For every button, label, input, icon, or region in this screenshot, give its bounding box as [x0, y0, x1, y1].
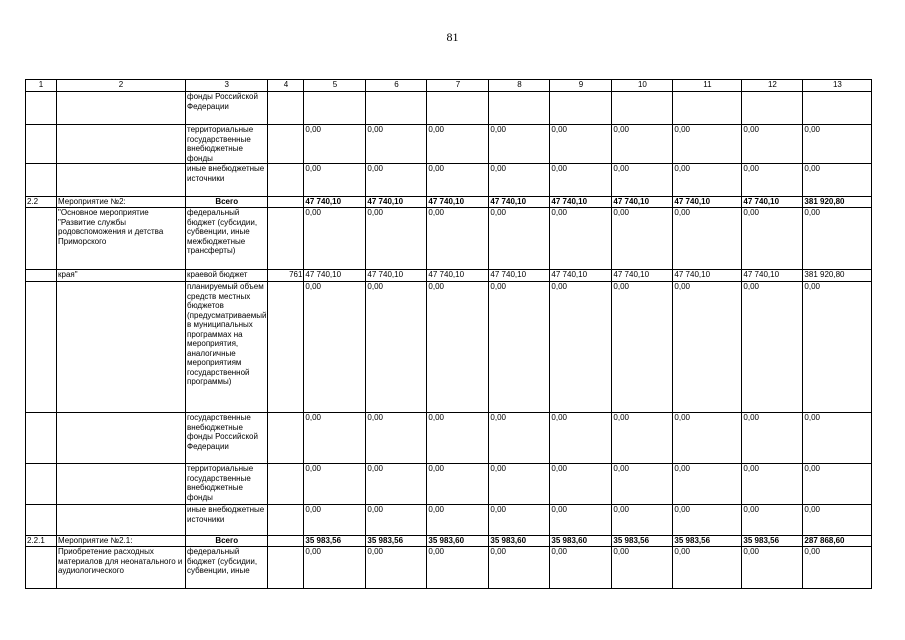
table-cell [550, 92, 612, 125]
table-cell: 0,00 [673, 464, 742, 505]
table-cell: 47 740,10 [489, 270, 550, 282]
table-cell: 287 868,60 [803, 536, 872, 547]
table-cell: Всего [186, 536, 268, 547]
table-cell: 0,00 [803, 413, 872, 464]
table-cell [803, 92, 872, 125]
table-cell [268, 164, 304, 197]
table-cell: 47 740,10 [673, 270, 742, 282]
table-cell: 47 740,10 [427, 197, 489, 208]
table-cell [268, 505, 304, 536]
table-cell [26, 547, 57, 589]
table-cell [57, 164, 186, 197]
table-cell: 0,00 [427, 413, 489, 464]
column-number: 5 [304, 80, 366, 92]
column-number: 2 [57, 80, 186, 92]
table-cell: 0,00 [550, 125, 612, 164]
table-cell: 0,00 [742, 125, 803, 164]
table-cell: 0,00 [673, 164, 742, 197]
table-cell: 0,00 [489, 464, 550, 505]
table-row [26, 208, 872, 270]
table-cell: 0,00 [673, 208, 742, 270]
table-row [26, 413, 872, 464]
column-number: 13 [803, 80, 872, 92]
table-cell: 0,00 [304, 413, 366, 464]
table-cell: 0,00 [366, 547, 427, 589]
table-cell: 0,00 [612, 208, 673, 270]
table-cell: 47 740,10 [304, 270, 366, 282]
table-row [26, 547, 872, 589]
table-cell: Мероприятие №2.1: [57, 536, 186, 547]
table-cell [366, 92, 427, 125]
table-cell: 35 983,60 [489, 536, 550, 547]
table-cell [57, 505, 186, 536]
table-cell: 0,00 [427, 547, 489, 589]
column-number: 4 [268, 80, 304, 92]
table-cell: 0,00 [366, 125, 427, 164]
table-cell: 47 740,10 [612, 197, 673, 208]
table-cell: 0,00 [550, 464, 612, 505]
table-cell: 0,00 [742, 282, 803, 413]
table-cell: территориальные государственные внебюджетные фонды [186, 464, 268, 505]
table-cell: 0,00 [304, 282, 366, 413]
table-cell: 0,00 [673, 505, 742, 536]
table-cell: 0,00 [366, 505, 427, 536]
table-cell: 0,00 [489, 505, 550, 536]
column-number: 9 [550, 80, 612, 92]
column-number: 10 [612, 80, 673, 92]
table-cell [612, 92, 673, 125]
table-cell: 0,00 [427, 282, 489, 413]
table-cell: 0,00 [366, 208, 427, 270]
table-row [26, 92, 872, 125]
table-row [26, 282, 872, 413]
table-cell [26, 270, 57, 282]
table-cell: 0,00 [742, 464, 803, 505]
table-cell: краевой бюджет [186, 270, 268, 282]
table-cell: Всего [186, 197, 268, 208]
table-cell: 0,00 [550, 547, 612, 589]
table-cell: 0,00 [742, 505, 803, 536]
table-cell [57, 125, 186, 164]
column-number: 7 [427, 80, 489, 92]
table-cell: 35 983,56 [304, 536, 366, 547]
table-cell: 2.2 [26, 197, 57, 208]
table-cell: 0,00 [550, 505, 612, 536]
table-cell: 0,00 [612, 547, 673, 589]
table-cell: 0,00 [803, 164, 872, 197]
table-cell: 0,00 [489, 282, 550, 413]
table-cell: 35 983,56 [742, 536, 803, 547]
table-cell: иные внебюджетные источники [186, 505, 268, 536]
table-cell [26, 282, 57, 413]
page-number: 81 [446, 30, 459, 44]
table-cell: 0,00 [489, 125, 550, 164]
table-cell: 0,00 [742, 208, 803, 270]
table-cell: 35 983,56 [612, 536, 673, 547]
column-number: 11 [673, 80, 742, 92]
table-cell: 761 [268, 270, 304, 282]
table-cell: федеральный бюджет (субсидии, субвенции, иные [186, 547, 268, 589]
table-cell [304, 92, 366, 125]
table-cell: иные внебюджетные источники [186, 164, 268, 197]
budget-table [25, 79, 872, 589]
table-cell: 47 740,10 [742, 197, 803, 208]
column-number-row [26, 80, 872, 92]
table-cell: 0,00 [742, 164, 803, 197]
column-number: 1 [26, 80, 57, 92]
table-cell: 0,00 [427, 464, 489, 505]
table-row [26, 505, 872, 536]
table-cell: 0,00 [427, 505, 489, 536]
table-cell: 47 740,10 [366, 197, 427, 208]
table-cell: 0,00 [673, 125, 742, 164]
table-row [26, 270, 872, 282]
table-cell: 0,00 [673, 547, 742, 589]
table-cell: 0,00 [489, 413, 550, 464]
table-cell: 0,00 [550, 164, 612, 197]
table-cell: 47 740,10 [489, 197, 550, 208]
table-cell: края" [57, 270, 186, 282]
table-cell [268, 413, 304, 464]
table-cell: 0,00 [612, 413, 673, 464]
table-cell: 47 740,10 [427, 270, 489, 282]
table-cell: 0,00 [366, 282, 427, 413]
table-cell [268, 125, 304, 164]
table-cell [268, 547, 304, 589]
table-cell [57, 413, 186, 464]
table-cell: 0,00 [366, 164, 427, 197]
table-cell: 0,00 [427, 164, 489, 197]
table-cell [268, 92, 304, 125]
table-cell [268, 282, 304, 413]
table-cell: 35 983,56 [673, 536, 742, 547]
table-cell [673, 92, 742, 125]
table-cell: 0,00 [489, 164, 550, 197]
table-cell [26, 505, 57, 536]
table-cell: 0,00 [673, 413, 742, 464]
table-cell: 0,00 [550, 413, 612, 464]
table-cell: 47 740,10 [550, 197, 612, 208]
table-cell: федеральный бюджет (субсидии, субвенции, иные межбюджетные трансферты) [186, 208, 268, 270]
table-cell: 0,00 [489, 547, 550, 589]
table-cell: 381 920,80 [803, 270, 872, 282]
table-cell: 0,00 [803, 547, 872, 589]
table-cell [489, 92, 550, 125]
table-cell: 0,00 [304, 164, 366, 197]
table-cell: 0,00 [803, 125, 872, 164]
table-cell: 0,00 [366, 413, 427, 464]
table-cell: Приобретение расходных материалов для неонатального и аудиологического [57, 547, 186, 589]
table-cell: планируемый объем средств местных бюджетов (предусматриваемый в муниципальных программах на мероприятия, аналогичные мероприятиям государственной программы) [186, 282, 268, 413]
table-cell: 47 740,10 [673, 197, 742, 208]
table-cell: 0,00 [366, 464, 427, 505]
table-cell: 47 740,10 [304, 197, 366, 208]
table-cell [26, 164, 57, 197]
table-cell: фонды Российской Федерации [186, 92, 268, 125]
column-number: 8 [489, 80, 550, 92]
table-cell: 0,00 [304, 547, 366, 589]
table-cell: 0,00 [304, 208, 366, 270]
table-cell [26, 125, 57, 164]
table-cell: 0,00 [427, 208, 489, 270]
table-cell: 0,00 [612, 282, 673, 413]
table-cell: государственные внебюджетные фонды Российской Федерации [186, 413, 268, 464]
table-cell [26, 92, 57, 125]
table-cell [268, 536, 304, 547]
table-cell: 0,00 [612, 505, 673, 536]
column-number: 12 [742, 80, 803, 92]
table-cell: 0,00 [550, 282, 612, 413]
table-row [26, 197, 872, 208]
table-cell: 35 983,60 [427, 536, 489, 547]
table-cell: 0,00 [742, 413, 803, 464]
table-row [26, 536, 872, 547]
table-cell: 0,00 [550, 208, 612, 270]
table-cell: 0,00 [612, 464, 673, 505]
table-cell: 0,00 [803, 505, 872, 536]
table-cell: 2.2.1 [26, 536, 57, 547]
table-cell [742, 92, 803, 125]
table-cell: 47 740,10 [366, 270, 427, 282]
table-cell: 0,00 [427, 125, 489, 164]
column-number: 3 [186, 80, 268, 92]
table-cell: территориальные государственные внебюджетные фонды [186, 125, 268, 164]
table-cell: 381 920,80 [803, 197, 872, 208]
table-cell: 0,00 [803, 464, 872, 505]
table-cell [268, 464, 304, 505]
table-cell: "Основное мероприятие "Развитие службы родовспоможения и детства Приморского [57, 208, 186, 270]
table-row [26, 464, 872, 505]
table-cell [268, 208, 304, 270]
table-cell [26, 464, 57, 505]
table-cell: Мероприятие №2: [57, 197, 186, 208]
column-number: 6 [366, 80, 427, 92]
table-cell [268, 197, 304, 208]
table-cell: 0,00 [612, 125, 673, 164]
table-cell: 35 983,60 [550, 536, 612, 547]
table-cell: 0,00 [612, 164, 673, 197]
table-cell [427, 92, 489, 125]
table-cell [26, 413, 57, 464]
table-cell: 47 740,10 [612, 270, 673, 282]
table-cell: 47 740,10 [550, 270, 612, 282]
table-cell: 0,00 [803, 208, 872, 270]
table-cell: 0,00 [304, 505, 366, 536]
table-cell: 0,00 [304, 464, 366, 505]
table-cell: 0,00 [803, 282, 872, 413]
table-cell [57, 464, 186, 505]
table-row [26, 125, 872, 164]
table-cell [57, 92, 186, 125]
table-cell: 0,00 [673, 282, 742, 413]
table-cell: 0,00 [304, 125, 366, 164]
table-cell: 0,00 [489, 208, 550, 270]
table-row [26, 164, 872, 197]
table-cell [26, 208, 57, 270]
table-cell: 35 983,56 [366, 536, 427, 547]
table-cell: 47 740,10 [742, 270, 803, 282]
table-cell [57, 282, 186, 413]
table-cell: 0,00 [742, 547, 803, 589]
